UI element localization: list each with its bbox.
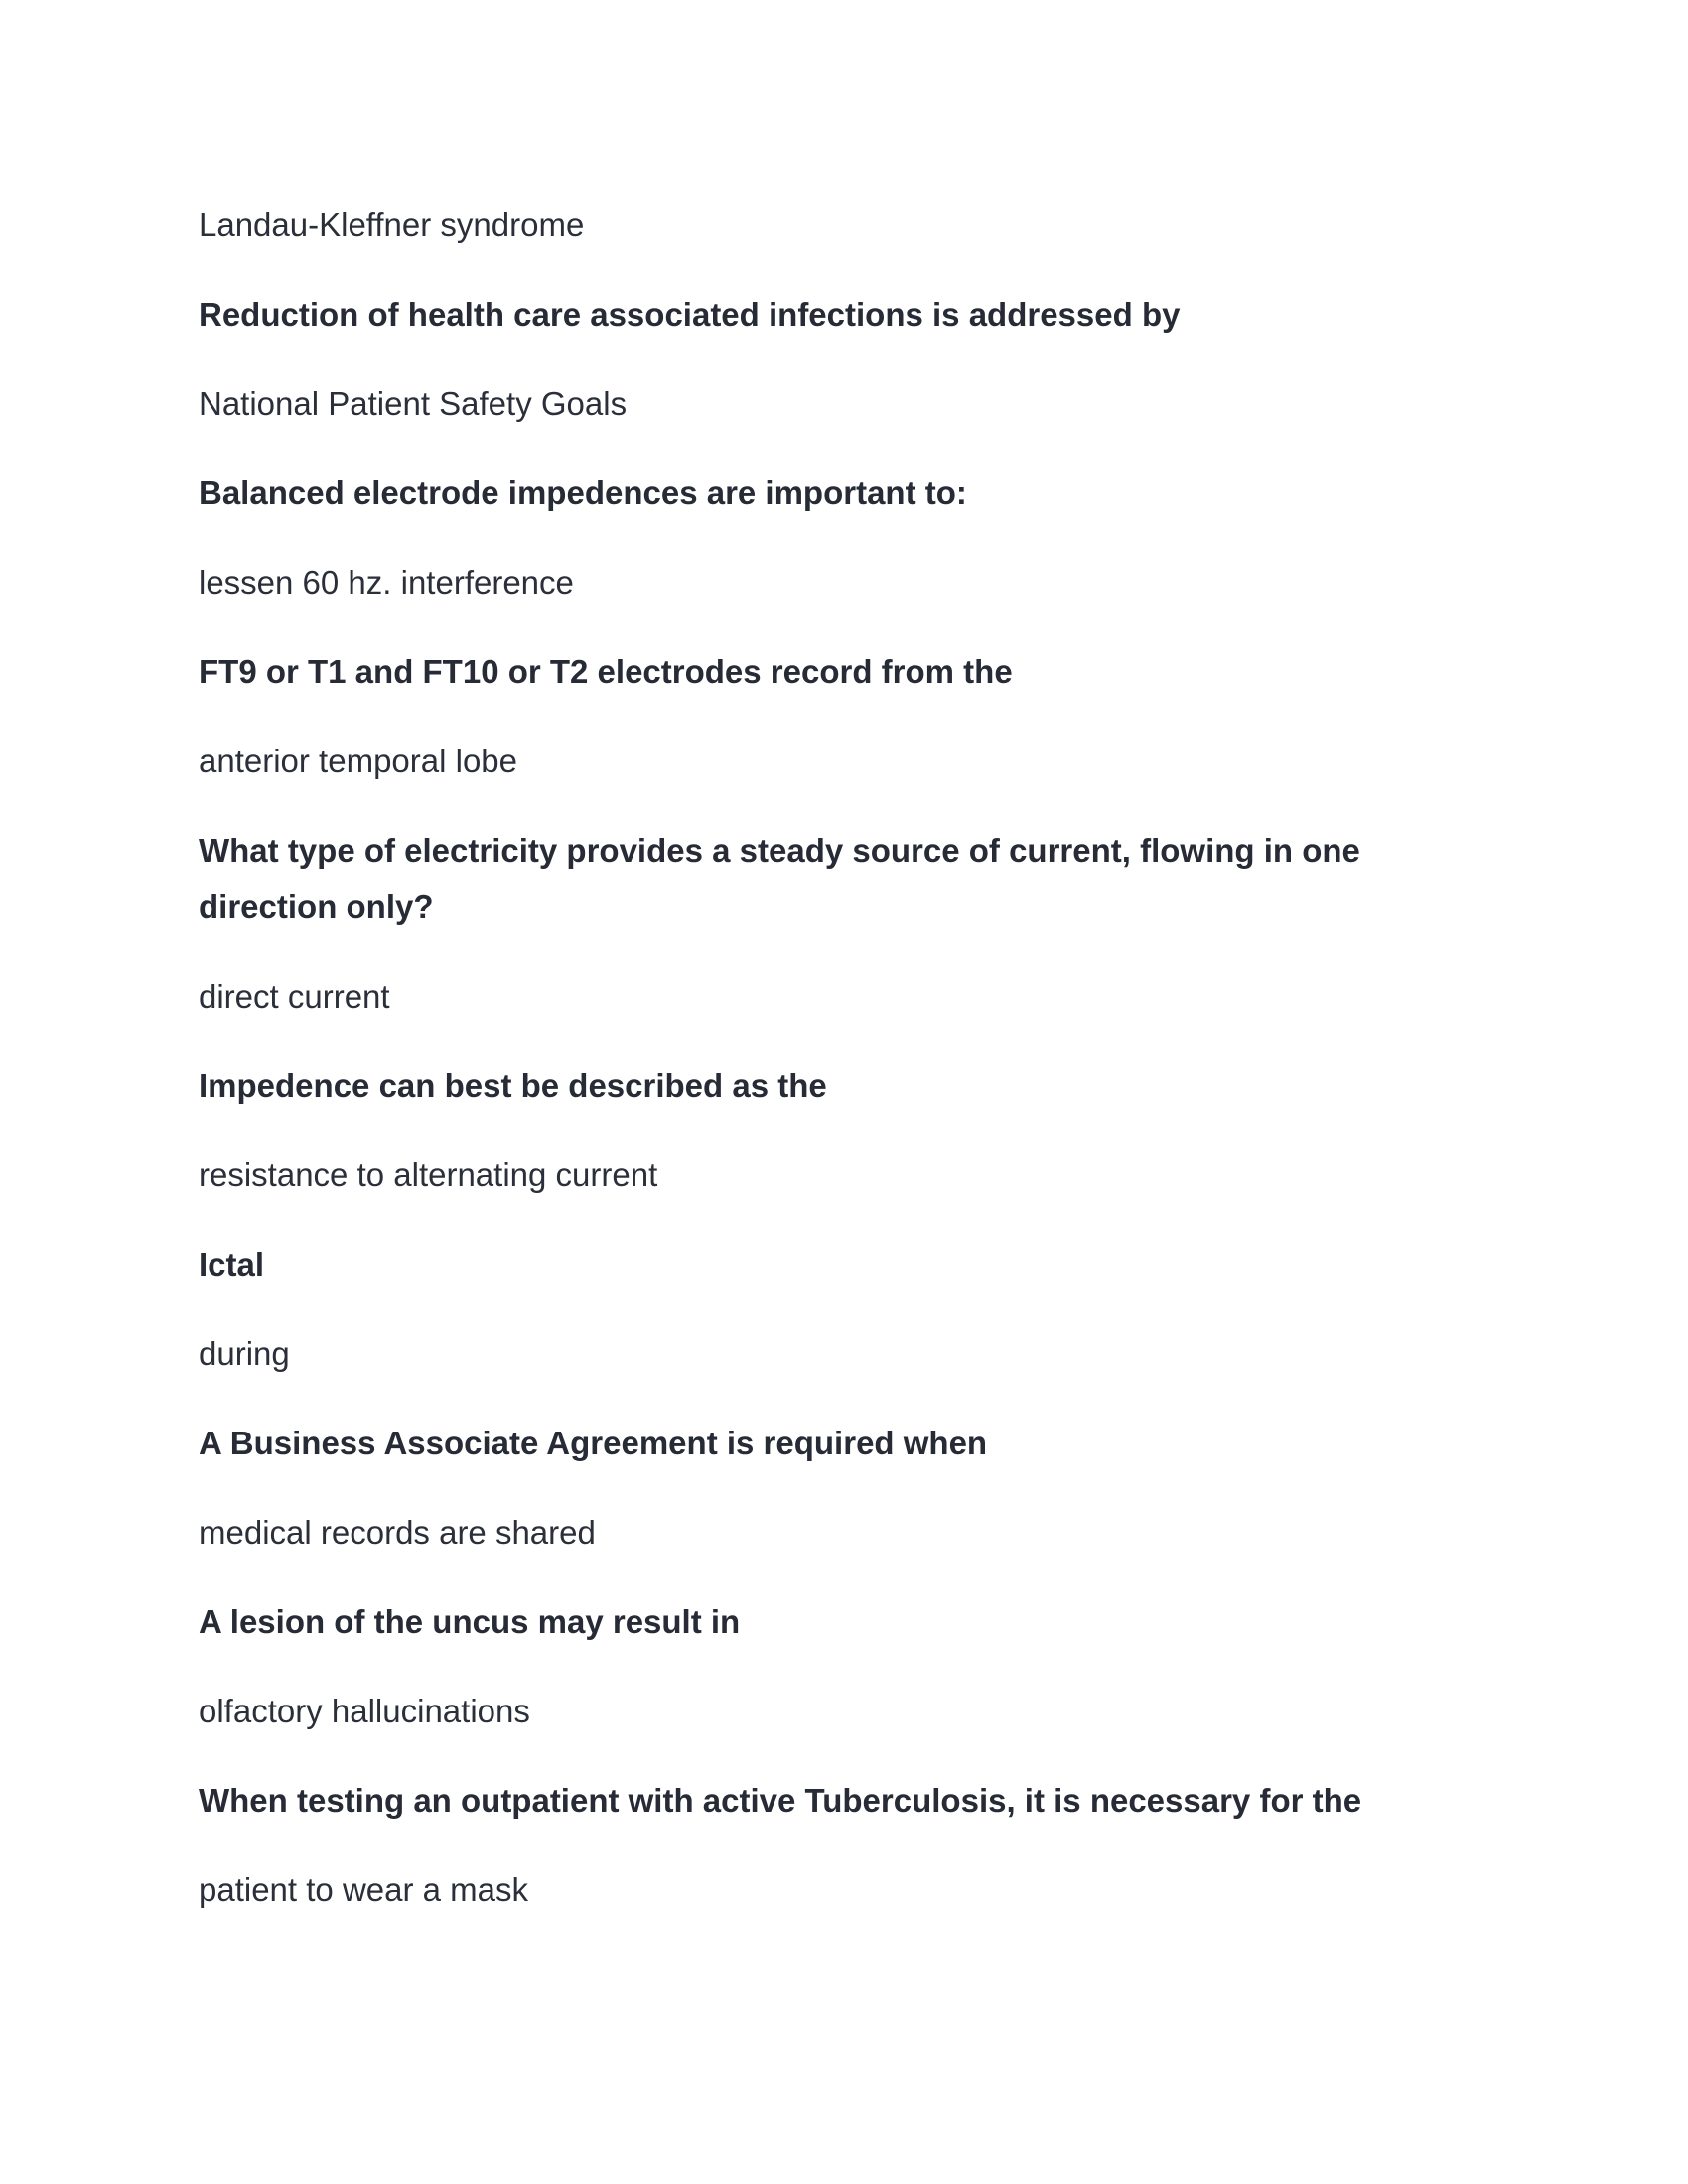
answer-text: resistance to alternating current bbox=[199, 1157, 658, 1193]
answer-text: olfactory hallucinations bbox=[199, 1693, 530, 1729]
answer-text: patient to wear a mask bbox=[199, 1871, 528, 1908]
question-text: Impedence can best be described as the bbox=[199, 1067, 827, 1104]
question-text: FT9 or T1 and FT10 or T2 electrodes record from the bbox=[199, 653, 1013, 690]
answer-text: National Patient Safety Goals bbox=[199, 385, 628, 422]
question-text: Balanced electrode impedences are important to: bbox=[199, 475, 967, 511]
question-text: A lesion of the uncus may result in bbox=[199, 1603, 741, 1640]
question-text: When testing an outpatient with active Tuberculosis, it is necessary for the bbox=[199, 1782, 1362, 1819]
question-text: Ictal bbox=[199, 1246, 265, 1283]
answer-text: anterior temporal lobe bbox=[199, 743, 518, 779]
answer-text: lessen 60 hz. interference bbox=[199, 564, 574, 601]
answer-text: medical records are shared bbox=[199, 1514, 596, 1551]
document-page bbox=[199, 197, 1489, 1951]
question-text: What type of electricity provides a steady source of current, flowing in one direction only? bbox=[199, 832, 1360, 925]
answer-text: direct current bbox=[199, 978, 390, 1015]
question-text: Reduction of health care associated infections is addressed by bbox=[199, 296, 1181, 333]
question-text: A Business Associate Agreement is required when bbox=[199, 1425, 988, 1461]
answer-text: during bbox=[199, 1335, 290, 1372]
answer-text: Landau-Kleffner syndrome bbox=[199, 206, 585, 243]
